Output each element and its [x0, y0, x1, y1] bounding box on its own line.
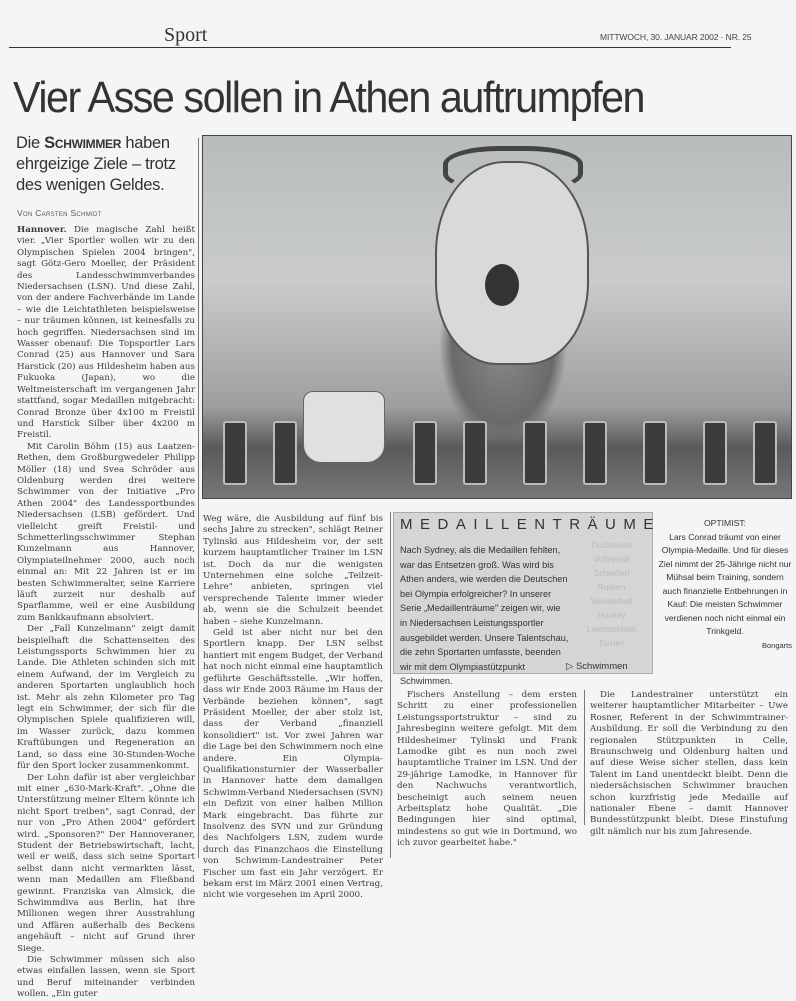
- series-current-sport: [566, 661, 628, 672]
- paragraph: Fischers Anstellung – dem ersten Schritt zu einer professionellen Leistungssportstruktur – sind zu Jahresbeginn weitere gefolgt. Mit dem Hildesheimer Tylinski und Frank Lamodke gibt es nun noch zwei hauptamtliche Trainer im LSN. Und der 29-jährige Lamodke, in Hannover für den Nachwuchs verantwortlich, bescheinigt auch seinem neuen Arbeitsplatz hohe Qualität. „Die Bedingungen hier sind optimal, mindestens so gut wie in Dortmund, wo ich zuvor gearbeitet habe.": [397, 690, 577, 849]
- header-rule: [9, 47, 731, 48]
- headline: Vier Asse sollen in Athen auftrumpfen: [13, 73, 645, 122]
- series-current-label: Schwimmen: [575, 661, 628, 672]
- lane-rope: [463, 421, 487, 485]
- lane-rope: [273, 421, 297, 485]
- lane-rope: [583, 421, 607, 485]
- series-sport-item: Rudern: [597, 582, 626, 592]
- series-sport-list: [574, 538, 649, 650]
- caption-label: OPTIMIST:: [703, 518, 746, 528]
- swimmer-hand: [303, 391, 385, 463]
- series-sport-item: Tischtennis: [590, 540, 633, 550]
- swimmer-mouth: [485, 264, 519, 306]
- lane-rope: [223, 421, 247, 485]
- subhead-caps: Schwimmer: [44, 134, 122, 152]
- dateline: MITTWOCH, 30. JANUAR 2002 · NR. 25: [600, 32, 752, 42]
- subhead-post: haben ehrgeizige Ziele – trotz des wenigen Geldes.: [16, 134, 176, 194]
- byline: Von Carsten Schmidt: [17, 208, 102, 218]
- column-divider: [390, 512, 391, 858]
- photo-swimmer: [202, 135, 792, 499]
- photo-credit: Bongarts: [761, 640, 792, 650]
- paragraph: [17, 225, 195, 442]
- subhead-pre: Die: [16, 134, 45, 152]
- paragraph: Die Schwimmer müssen sich also etwas einfallen lassen, wenn sie Sport und Beruf miteinander verbinden wollen. „Ein guter: [17, 955, 195, 1000]
- series-body: Nach Sydney, als die Medaillen fehlten, war das Entsetzen groß. Was wird bis Athen anders, wie werden die Deutschen bei Olympia erfolgreicher? In unserer Serie „Medaillenträume" zeigen wir, wie in Niedersachsen Leistungssportler ausgebildet werden. Unsere Talentschau, die zehn Sportarten umfasste, beenden wir mit dem Olympiastützpunkt Schwimmen.: [400, 545, 569, 687]
- lane-rope: [753, 421, 777, 485]
- series-sport-item: Hockey: [597, 610, 626, 620]
- series-sport-item: Leichtathletik: [586, 624, 637, 634]
- series-sport-item: Wasserball: [590, 596, 633, 606]
- paragraph-text: Die magische Zahl heißt vier. „Vier Sportler wollen wir zu den Olympischen Spielen 2004 bringen", sagt Götz-Gero Moeller, der Präsident des Landesschwimmverbandes Niedersachsen (LSN). Und diese Zahl, von der andere Fachverbände im Lande – wie die Leichtathleten beispielsweise – nur träumen können, ist keinesfalls zu hoch gegriffen. Niedersachsen sind im Wasser obenauf: Die Topsportler Lars Conrad (25) aus Hannover und Sara Harstick (20) aus Hildesheim haben aus Fukuoka (Japan), wo die Weltmeisterschaft im vergangenen Jahr stattfand, sogar Medaillen mitgebracht: Conrad Bronze über 4x100 m Freistil und Harstick Silber über 4x200 m Freistil.: [17, 225, 195, 441]
- series-title: MEDAILLENTRÄUME: [400, 516, 661, 533]
- subhead: [16, 133, 191, 196]
- article-column-2: [203, 514, 383, 902]
- triangle-right-icon: ▷: [566, 661, 574, 672]
- goggles: [443, 146, 583, 192]
- lane-rope: [523, 421, 547, 485]
- paragraph: Die Landestrainer unterstützt ein weiterer hauptamtlicher Mitarbeiter – Uwe Rosner, Referent in der Schwimmtrainer-Ausbildung. Er soll die Verbindung zu den regionalen Stützpunkten in Celle, Braunschweig und Oldenburg halten und auf diese Weise sicher stellen, dass kein Talent im Land unentdeckt bleibt. Denn die niedersächsischen Schwimmer brauchen schon kurzfristig jede Medaille auf nationaler Ebene – damit Hannover Bundesstützpunkt bleibt. Diese Einstufung gilt nämlich nur bis zum Jahresende.: [590, 690, 788, 837]
- article-column-3: [397, 690, 577, 850]
- series-sport-item: Schießen: [593, 568, 630, 578]
- paragraph: Der Lohn dafür ist aber vergleichbar mit einer „630-Mark-Kraft". „Ohne die Unterstützung meiner Eltern könnte ich nicht Sport treiben", sagt Conrad, der nur von „Pro Athen 2004" gefördert wird. „Sponsoren?" Der Hannoveraner, Student der Betriebswirtschaft, lacht, weil er weiß, dass sich seine Sportart selbst dann nicht vermarkten lässt, wenn man Medaillen am Fließband gewinnt. Franziska van Almsick, die Schwimmdiva aus Berlin, hat ihre Millionen wegen ihrer Ausstrahlung und Affären außerhalb des Beckens angehäuft – nicht auf Grund ihrer Siege.: [17, 772, 195, 954]
- lane-rope: [703, 421, 727, 485]
- lane-rope: [413, 421, 437, 485]
- paragraph: Der „Fall Kunzelmann" zeigt damit beispielhaft die Schattenseiten des Leistungssports Schwimmen hier zu Lande. Die Athleten schinden sich mit einem Aufwand, der im Vergleich zu anderen Sportarten unglaublich hoch ist. Mehr als zehn Kilometer pro Tag legt ein Schwimmer, der sich für die Olympischen Spiele qualifizieren will, im Wasser zurück, dazu kommen Kraftübungen und Regeneration an Land, so dass eine 30-Stunden-Woche für den Sport locker zusammenkommt.: [17, 624, 195, 772]
- section-label: Sport: [164, 24, 208, 46]
- series-box-medaillentraeume: [393, 512, 661, 687]
- dateline-city: Hannover.: [17, 225, 67, 235]
- series-sport-item: Turnen: [598, 638, 625, 648]
- photo-caption: [658, 517, 792, 652]
- caption-text: Lars Conrad träumt von einer Olympia-Medaille. Und für dieses Ziel nimmt der 25-Jährige nicht nur Mühsal beim Training, sondern auch finanzielle Entbehrungen in Kauf: Die meisten Schwimmer verdienen noch nicht einmal ein Trinkgeld.: [658, 531, 792, 636]
- paragraph: Weg wäre, die Ausbildung auf fünf bis sechs Jahre zu strecken", schlägt Reiner Tylinski aus Hildesheim vor, der seit kurzem hauptamtlicher Trainer im LSN ist. Doch da nur die wenigsten Unternehmen eine solche „Teilzeit-Lehre" anbieten, springen viel versprechende Talente immer wieder ab, wenn sie die Schulzeit beendet haben – siehe Kunzelmann.: [203, 514, 383, 627]
- paragraph: Geld ist aber nicht nur bei den Sportlern knapp. Der LSN selbst hantiert mit engem Budget, der Verband hat noch nicht einmal eine hauptamtlich geführte Geschäftsstelle. „Wir hoffen, dass wir Ende 2003 Räume im Haus der Verbände beziehen können", sagt Präsident Moeller, der aber stolz ist, dass der Verband „finanziell konsolidiert" ist. Vor zwei Jahren war die Lage bei den Schwimmern noch eine andere. Ein Olympia-Qualifikationsturnier der Wasserballer in Hannover hatte dem damaligen Schwimm-Verband Niedersachsen (SVN) ein Defizit von einer halben Million Mark eingebracht. Das führte zur Insolvenz des SVN und zur Gründung des Nachfolgers LSN, zudem wurde durch das Finanzchaos die Einstellung von Schwimm-Landestrainer Peter Fischer um fast ein Jahr verzögert. Er bekam erst im März 2001 einen Vertrag, nicht wie vorgesehen im April 2000.: [203, 628, 383, 901]
- article-column-4: [590, 690, 788, 838]
- series-sport-item: Volleyball: [593, 554, 630, 564]
- column-divider: [584, 690, 585, 825]
- paragraph: Mit Carolin Böhm (15) aus Laatzen-Rethen, dem Großburgwedeler Philipp Möller (18) und Svea Schröder aus Oldenburg werden drei weitere Schwimmer von der Initiative „Pro Athen 2004" des Landessportbundes Niedersachsen (LSB) gefördert. Und vielleicht greift Freistil- und Schmetterlingsschwimmer Stephan Kunzelmann aus Hannover, Olympiateilnehmer 2000, auch noch einmal an: Mit 22 Jahren ist er im besten Schwimmeralter, seine Karriere läuft zurzeit nur deshalb auf Sparflamme, weil er eine Ausbildung zum Bankkaufmann absolviert.: [17, 441, 195, 623]
- column-divider: [198, 138, 199, 858]
- lane-rope: [643, 421, 667, 485]
- article-column-1: [17, 225, 195, 1001]
